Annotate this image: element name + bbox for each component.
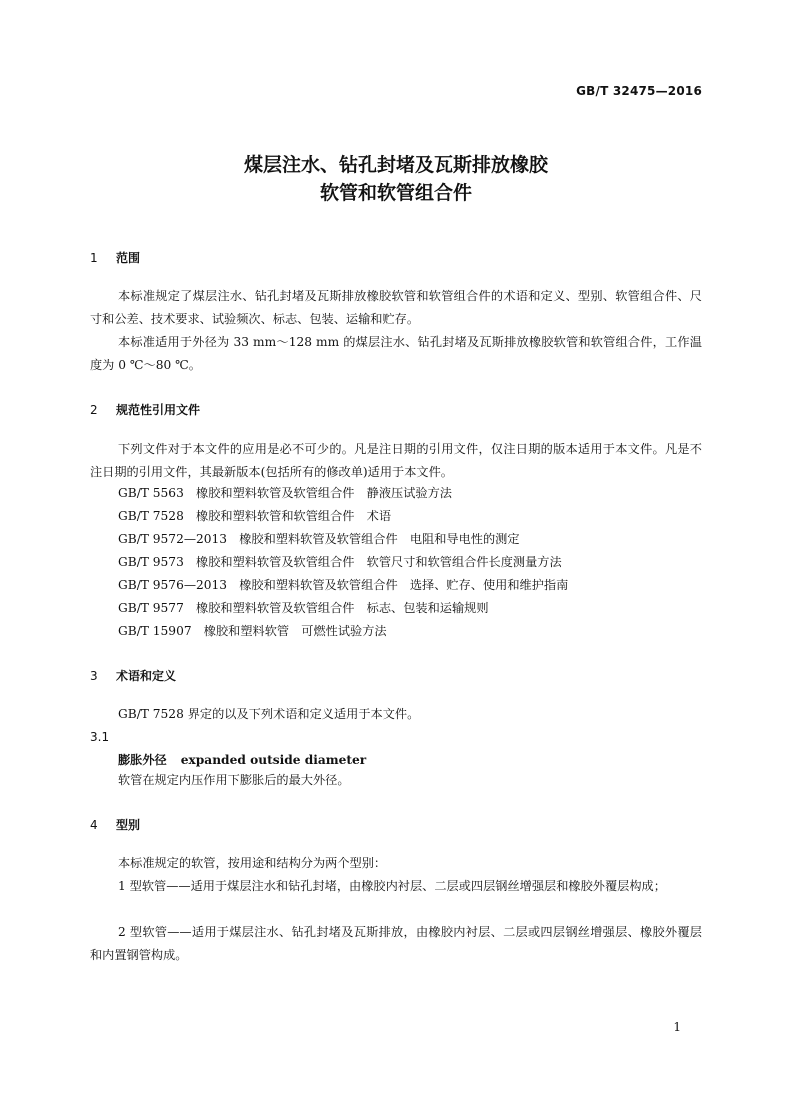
section-2-number: 2 (90, 403, 98, 417)
reference-item: GB/T 9572—2013 橡胶和塑料软管及软管组合件 电阻和导电性的测定 (118, 532, 520, 546)
page-number: 1 (673, 1020, 681, 1034)
standard-number: GB/T 32475—2016 (576, 84, 702, 98)
section-3-heading (90, 667, 176, 684)
term-english: expanded outside diameter (180, 753, 367, 767)
section-4-number: 4 (90, 818, 98, 832)
section-4-heading (90, 816, 140, 833)
section-1-number: 1 (90, 251, 98, 265)
section-1-title: 范围 (116, 251, 141, 265)
term-chinese: 膨胀外径 (118, 753, 167, 767)
section-4-title: 型别 (116, 818, 141, 832)
section-1-paragraph-2: 本标准适用于外径为 33 mm～128 mm 的煤层注水、钻孔封堵及瓦斯排放橡胶软管和软管组合件，工作温度为 0 ℃～80 ℃。 (90, 335, 702, 372)
section-3-title: 术语和定义 (116, 669, 177, 683)
section-2-title: 规范性引用文件 (116, 403, 201, 417)
clause-number: 3.1 (90, 730, 110, 744)
document-title-line-2: 软管和软管组合件 (319, 182, 472, 204)
reference-item: GB/T 9577 橡胶和塑料软管及软管组合件 标志、包装和运输规则 (118, 601, 489, 615)
reference-item: GB/T 15907 橡胶和塑料软管 可燃性试验方法 (118, 624, 387, 638)
section-3-intro: GB/T 7528 界定的以及下列术语和定义适用于本文件。 (118, 707, 420, 721)
type-1-description: 1 型软管——适用于煤层注水和钻孔封堵，由橡胶内衬层、二层或四层钢丝增强层和橡胶外覆层构成； (118, 879, 666, 893)
reference-item: GB/T 5563 橡胶和塑料软管及软管组合件 静液压试验方法 (118, 486, 452, 500)
type-2-description: 2 型软管——适用于煤层注水、钻孔封堵及瓦斯排放，由橡胶内衬层、二层或四层钢丝增强层、橡胶外覆层和内置钢管构成。 (90, 925, 702, 962)
section-2-intro: 下列文件对于本文件的应用是必不可少的。凡是注日期的引用文件，仅注日期的版本适用于本文件。凡是不注日期的引用文件，其最新版本(包括所有的修改单)适用于本文件。 (90, 442, 702, 479)
section-2-heading (90, 401, 200, 418)
reference-item: GB/T 9576—2013 橡胶和塑料软管及软管组合件 选择、贮存、使用和维护指南 (118, 578, 569, 592)
term-entry (118, 751, 366, 768)
reference-item: GB/T 9573 橡胶和塑料软管及软管组合件 软管尺寸和软管组合件长度测量方法 (118, 555, 562, 569)
reference-item: GB/T 7528 橡胶和塑料软管和软管组合件 术语 (118, 509, 392, 523)
section-4-intro: 本标准规定的软管，按用途和结构分为两个型别： (118, 856, 387, 870)
section-1-paragraph-1: 本标准规定了煤层注水、钻孔封堵及瓦斯排放橡胶软管和软管组合件的术语和定义、型别、软管组合件、尺寸和公差、技术要求、试验频次、标志、包装、运输和贮存。 (90, 289, 702, 326)
document-title-line-1: 煤层注水、钻孔封堵及瓦斯排放橡胶 (243, 154, 548, 176)
term-definition: 软管在规定内压作用下膨胀后的最大外径。 (118, 773, 350, 787)
section-3-number: 3 (90, 669, 98, 683)
section-1-heading (90, 249, 140, 266)
